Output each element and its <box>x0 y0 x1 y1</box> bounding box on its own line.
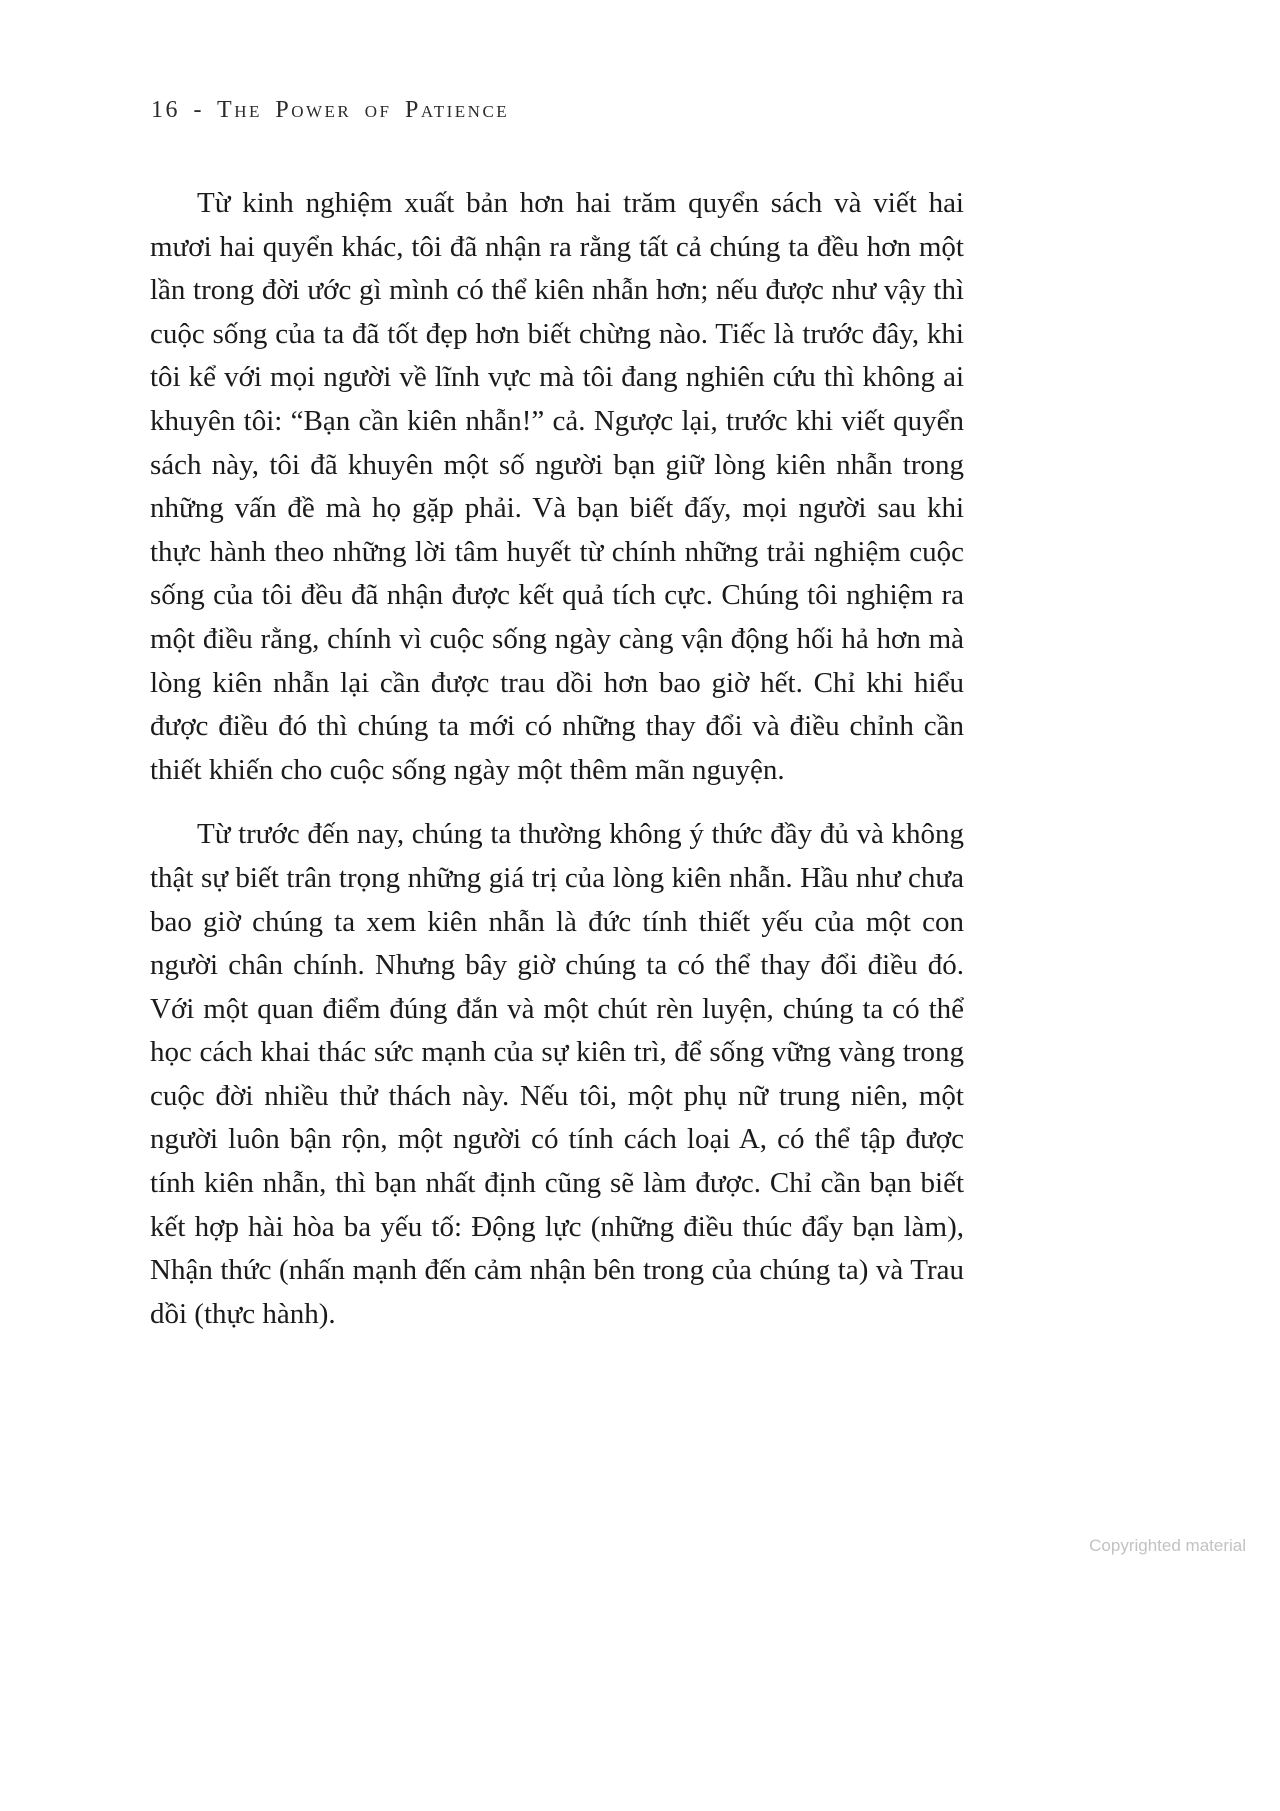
page-header: 16 - The Power of Patience <box>151 97 510 123</box>
paragraph-1: Từ kinh nghiệm xuất bản hơn hai trăm quyển sách và viết hai mươi hai quyển khác, tôi đã nhận ra rằng tất cả chúng ta đều hơn một lần trong đời ước gì mình có thể kiên nhẫn hơn; nếu được như vậy thì cuộc sống của ta đã tốt đẹp hơn biết chừng nào. Tiếc là trước đây, khi tôi kể với mọi người về lĩnh vực mà tôi đang nghiên cứu thì không ai khuyên tôi: “Bạn cần kiên nhẫn!” cả. Ngược lại, trước khi viết quyển sách này, tôi đã khuyên một số người bạn giữ lòng kiên nhẫn trong những vấn đề mà họ gặp phải. Và bạn biết đấy, mọi người sau khi thực hành theo những lời tâm huyết từ chính những trải nghiệm cuộc sống của tôi đều đã nhận được kết quả tích cực. Chúng tôi nghiệm ra một điều rằng, chính vì cuộc sống ngày càng vận động hối hả hơn mà lòng kiên nhẫn lại cần được trau dồi hơn bao giờ hết. Chỉ khi hiểu được điều đó thì chúng ta mới có những thay đổi và điều chỉnh cần thiết khiến cho cuộc sống ngày một thêm mãn nguyện. <box>150 187 964 786</box>
paragraph-2: Từ trước đến nay, chúng ta thường không ý thức đầy đủ và không thật sự biết trân trọng những giá trị của lòng kiên nhẫn. Hầu như chưa bao giờ chúng ta xem kiên nhẫn là đức tính thiết yếu của một con người chân chính. Nhưng bây giờ chúng ta có thể thay đổi điều đó. Với một quan điểm đúng đắn và một chút rèn luyện, chúng ta có thể học cách khai thác sức mạnh của sự kiên trì, để sống vững vàng trong cuộc đời nhiều thử thách này. Nếu tôi, một phụ nữ trung niên, một người luôn bận rộn, một người có tính cách loại A, có thể tập được tính kiên nhẫn, thì bạn nhất định cũng sẽ làm được. Chỉ cần bạn biết kết hợp hài hòa ba yếu tố: Động lực (những điều thúc đẩy bạn làm), Nhận thức (nhấn mạnh đến cảm nhận bên trong của chúng ta) và Trau dồi (thực hành). <box>150 818 964 1330</box>
page-body-text <box>150 182 964 1336</box>
copyright-watermark: Copyrighted material <box>1089 1536 1246 1555</box>
